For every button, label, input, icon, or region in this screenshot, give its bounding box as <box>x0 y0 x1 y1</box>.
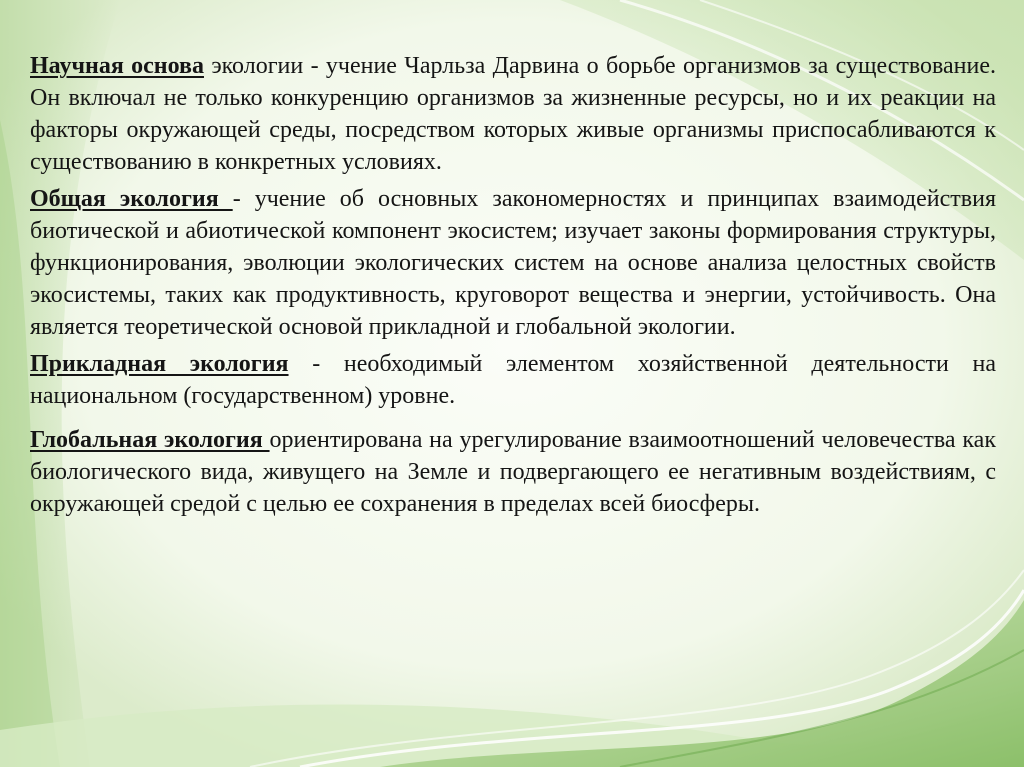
paragraph-applied-ecology <box>30 348 996 412</box>
definition-scientific-basis: экологии - учение Чарльза Дарвина о борьбе организмов за существование. Он включал не только конкуренцию организмов за жизненные ресурсы, но и их реакции на факторы окружающей среды, посредством которых живые организмы приспосабливаются к существованию в конкретных условиях. <box>30 53 997 175</box>
paragraph-global-ecology <box>30 424 996 520</box>
definition-global-ecology: ориентирована на урегулирование взаимоотношений человечества как биологического вида, живущего на Земле и подвергающего ее негативным воздействиям, с окружающей средой с целью ее сохранения в пределах всей биосферы. <box>30 427 996 517</box>
term-scientific-basis: Научная основа <box>30 53 204 79</box>
term-general-ecology: Общая экология <box>30 186 233 212</box>
term-global-ecology: Глобальная экология <box>30 427 270 453</box>
paragraph-scientific-basis <box>30 50 996 178</box>
definition-general-ecology: - учение об основных закономерностях и принципах взаимодействия биотической и абиотической компонент экосистем; изучает законы формирования структуры, функционирования, эволюции экологических систем на основе анализа целостных свойств экосистемы, таких как продуктивность, круговорот вещества и энергии, устойчивость. Она является теоретической основой прикладной и глобальной экологии. <box>30 186 996 340</box>
term-applied-ecology: Прикладная экология <box>30 351 289 377</box>
paragraph-general-ecology <box>30 183 996 343</box>
definition-applied-ecology: - необходимый элементом хозяйственной деятельности на национальном (государственном) уровне. <box>30 351 996 409</box>
slide-text-body <box>30 50 996 525</box>
